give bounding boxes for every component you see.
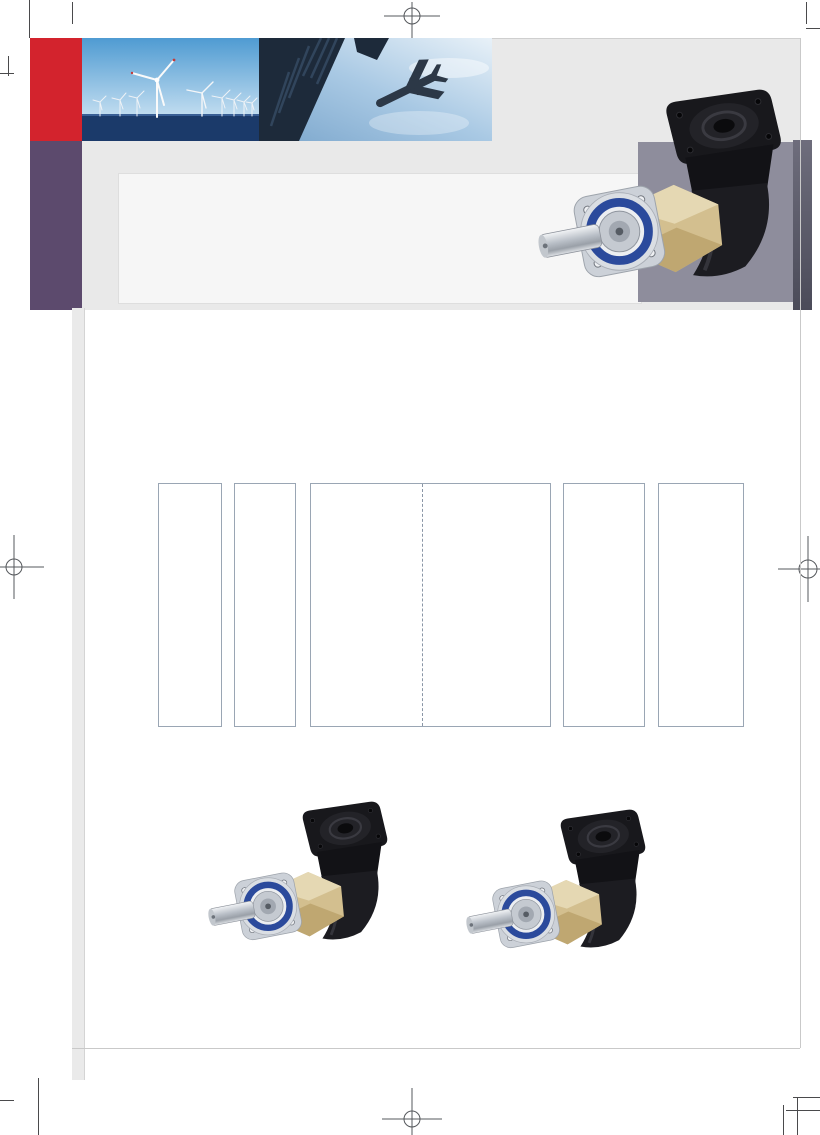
sidebar-rail [72, 308, 85, 1080]
crop-mark [0, 73, 14, 74]
crop-mark [29, 0, 30, 38]
registration-mark-right [778, 536, 820, 602]
column-header [564, 484, 644, 512]
column-type [158, 483, 222, 727]
column-ratio [311, 484, 422, 726]
product-image-1 [208, 796, 394, 968]
column-motor-type [658, 483, 744, 727]
column-header [311, 484, 422, 512]
registration-mark-left [0, 535, 44, 601]
column-header [423, 484, 550, 512]
crop-mark [72, 2, 73, 24]
crop-mark [786, 1110, 820, 1111]
page-edge-strip [793, 140, 812, 310]
page-edge-line-right [800, 38, 801, 1048]
crop-mark [38, 1078, 39, 1135]
column-model [234, 483, 296, 727]
column-header [659, 484, 743, 512]
purple-accent-block [30, 141, 82, 310]
column-backlash-class [563, 483, 645, 727]
crop-mark [793, 1097, 820, 1098]
red-accent-block [30, 38, 82, 141]
column-header [235, 484, 295, 512]
column-header [159, 484, 221, 512]
hero-product-image [538, 82, 790, 315]
crop-mark [8, 56, 9, 76]
crop-mark [806, 2, 807, 24]
footer-line [72, 1048, 800, 1049]
column-output-shaft-keyway [423, 484, 550, 726]
crop-mark [797, 1097, 798, 1135]
crop-mark [806, 28, 820, 29]
wind-farm-photo [82, 38, 259, 141]
ratio-keyway-box [310, 483, 551, 727]
product-image-2 [466, 804, 652, 976]
registration-mark-bottom [382, 1088, 442, 1135]
crop-mark [0, 1100, 14, 1101]
airplane-photo [259, 38, 492, 141]
crop-mark [783, 1105, 784, 1135]
